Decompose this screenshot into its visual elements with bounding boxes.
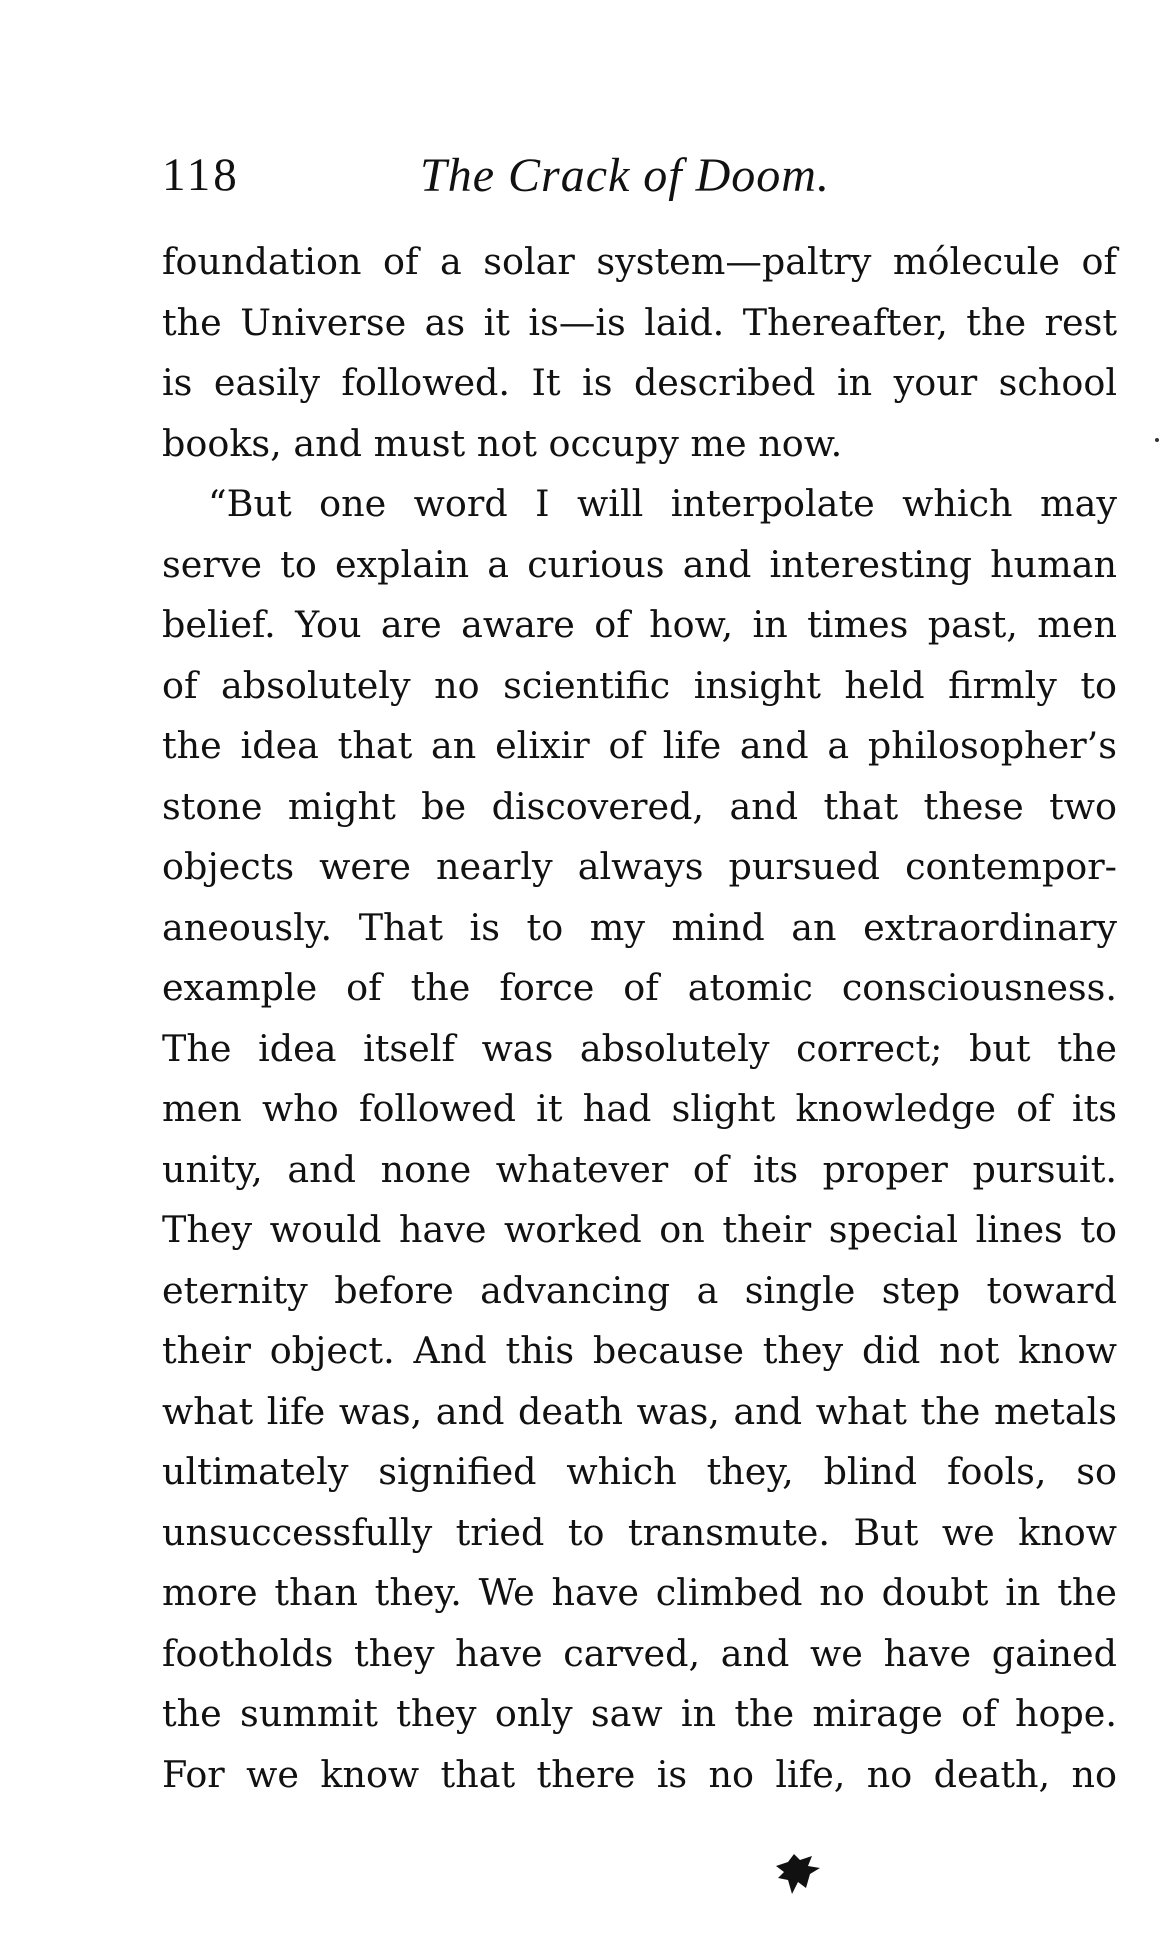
text-line: They would have worked on their special lines to xyxy=(162,1208,1117,1251)
text-line: men who followed it had slight knowledge of its xyxy=(162,1087,1117,1130)
text-line: unsuccessfully tried to transmute. But we know xyxy=(162,1510,1117,1554)
text-line: foundation of a solar system—paltry mólecule of xyxy=(162,240,1117,283)
text-line: serve to explain a curious and interesting human xyxy=(162,542,1117,586)
text-line: books, and must not occupy me now. xyxy=(162,421,843,465)
ink-speck xyxy=(1155,438,1159,442)
text-line: is easily followed. It is described in your school xyxy=(162,361,1117,404)
text-line: their object. And this because they did not know xyxy=(162,1329,1117,1372)
printer-ornament-icon xyxy=(768,1848,828,1898)
text-line: more than they. We have climbed no doubt in the xyxy=(162,1571,1117,1614)
text-line: the Universe as it is—is laid. Thereafter, the rest xyxy=(162,300,1117,344)
text-line: the summit they only saw in the mirage of hope. xyxy=(162,1692,1117,1735)
text-line: what life was, and death was, and what the metals xyxy=(162,1389,1117,1433)
running-title: The Crack of Doom. xyxy=(420,149,830,202)
page-number: 118 xyxy=(162,149,240,201)
text-line: stone might be discovered, and that these two xyxy=(162,784,1117,828)
text-line: footholds they have carved, and we have gained xyxy=(162,1631,1117,1675)
text-line: “But one word I will interpolate which may xyxy=(208,482,1117,525)
body-text xyxy=(162,232,1117,1805)
text-line: example of the force of atomic consciousness. xyxy=(162,966,1117,1009)
running-head xyxy=(162,148,1122,208)
text-line: eternity before advancing a single step toward xyxy=(162,1268,1117,1312)
text-line: of absolutely no scientific insight held firmly to xyxy=(162,663,1117,707)
text-line: For we know that there is no life, no death, no xyxy=(162,1752,1117,1796)
text-line: The idea itself was absolutely correct; but the xyxy=(162,1026,1117,1070)
text-line: unity, and none whatever of its proper pursuit. xyxy=(162,1147,1117,1191)
text-line: ultimately signified which they, blind fools, so xyxy=(162,1450,1117,1493)
text-line: the idea that an elixir of life and a philosopher’s xyxy=(162,724,1117,767)
text-line: aneously. That is to my mind an extraordinary xyxy=(162,905,1117,949)
text-line: objects were nearly always pursued contempor- xyxy=(162,845,1117,888)
text-line: belief. You are aware of how, in times past, men xyxy=(162,603,1117,646)
